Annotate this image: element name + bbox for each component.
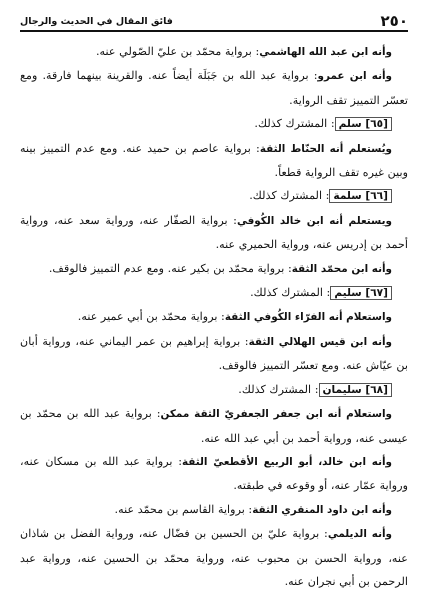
- section-text: : المشترك كذلك.: [254, 117, 335, 131]
- paragraph-text: : برواية الصفّار عنه، ورواية سعد عنه، ورواية أحمد بن إدريس عنه، ورواية الحميري عنه.: [20, 213, 408, 252]
- section-text: : المشترك كذلك.: [249, 189, 330, 203]
- section-number: [٦٦] سلمة: [329, 189, 392, 203]
- paragraph-text: : برواية محمّد بن عليّ الصّولي عنه.: [95, 45, 260, 58]
- paragraph-text: : برواية عبد الله بن محمّد بن عيسى عنه، ورواية أحمد بن أبي عبد الله عنه.: [20, 407, 408, 445]
- paragraph-lead: وأنه ابن خالد، أبو الربيع الأقطعيّ الثقة: [182, 455, 392, 468]
- section-number: [٦٥] سلم: [335, 117, 392, 131]
- paragraph-lead: وأنه ابن محمّد الثقة: [291, 262, 392, 275]
- paragraph-lead: وأنه ابن عبد الله الهاشمي: [259, 46, 392, 58]
- running-title: فائق المقال في الحديث والرجال: [20, 16, 173, 27]
- paragraph-lead: وأنه الديلمي: [327, 528, 392, 541]
- paragraph-text: : برواية محمّد بن أبي عمير عنه.: [77, 310, 225, 324]
- page-header: [20, 8, 408, 32]
- paragraph: [20, 137, 408, 185]
- paragraph: [20, 402, 408, 450]
- page-number: ٢٥٠: [380, 12, 408, 30]
- paragraph: [20, 522, 408, 593]
- paragraph: [20, 498, 408, 522]
- paragraph-lead: واستعلام أنه الفرّاء الكُوفي الثقة: [224, 311, 392, 324]
- section-heading: [20, 378, 408, 402]
- page-body: [20, 40, 408, 593]
- paragraph: [20, 64, 408, 112]
- paragraph: [20, 305, 408, 329]
- paragraph: [20, 209, 408, 257]
- section-heading: [20, 112, 408, 136]
- paragraph-lead: واستعلام أنه ابن جعفر الجعفريّ الثقة ممكن: [160, 408, 392, 421]
- paragraph: [20, 330, 408, 378]
- section-heading: [20, 184, 408, 208]
- paragraph-lead: ويستعلم أنه ابن خالد الكُوفي: [236, 214, 392, 227]
- paragraph: [20, 450, 408, 498]
- paragraph-text: : برواية عبد الله بن جَبَلَة أيضاً عنه. والقرينة بينهما فارقة. ومع تعسّر التمييز تقف الرواية.: [20, 69, 408, 107]
- paragraph-lead: ويُستعلم أنه الحنّاط الثقة: [259, 142, 392, 155]
- paragraph-lead: وأنه ابن قيس الهلالي الثقة: [248, 335, 392, 348]
- paragraph-text: : برواية عاصم بن حميد عنه. ومع عدم التمييز بينه وبين غيره تقف الرواية قطعاً.: [20, 141, 408, 180]
- section-text: : المشترك كذلك.: [238, 382, 319, 396]
- section-heading: [20, 281, 408, 305]
- paragraph-text: : برواية عبد الله بن مسكان عنه، ورواية عمّار عنه، أو وقوعه في طبقته.: [20, 454, 408, 493]
- paragraph-text: : برواية القاسم بن محمّد عنه.: [114, 502, 253, 516]
- paragraph: [20, 40, 408, 64]
- paragraph-lead: وأنه ابن عمرو: [317, 70, 392, 83]
- section-text: : المشترك كذلك.: [250, 286, 331, 300]
- paragraph-text: : برواية إبراهيم بن عمر اليماني عنه، ورواية أبان بن عيّاش عنه. ومع تعسّر التمييز فالوقف.: [20, 334, 408, 373]
- paragraph-text: : برواية عليّ بن الحسين بن فضّال عنه، ورواية الفضل بن شاذان عنه، ورواية الحسن بن محبوب عنه، ورواية محمّد بن الحسين عنه، ورواية عبد الرحمن بن أبي نجران عنه.: [20, 527, 408, 588]
- section-number: [٦٧] سليم: [330, 286, 392, 300]
- paragraph: [20, 257, 408, 281]
- paragraph-lead: وأنه ابن داود المنقري الثقة: [252, 503, 392, 516]
- section-number: [٦٨] سليمان: [319, 383, 393, 397]
- paragraph-text: : برواية محمّد بن بكير عنه. ومع عدم التمييز فالوقف.: [48, 261, 292, 275]
